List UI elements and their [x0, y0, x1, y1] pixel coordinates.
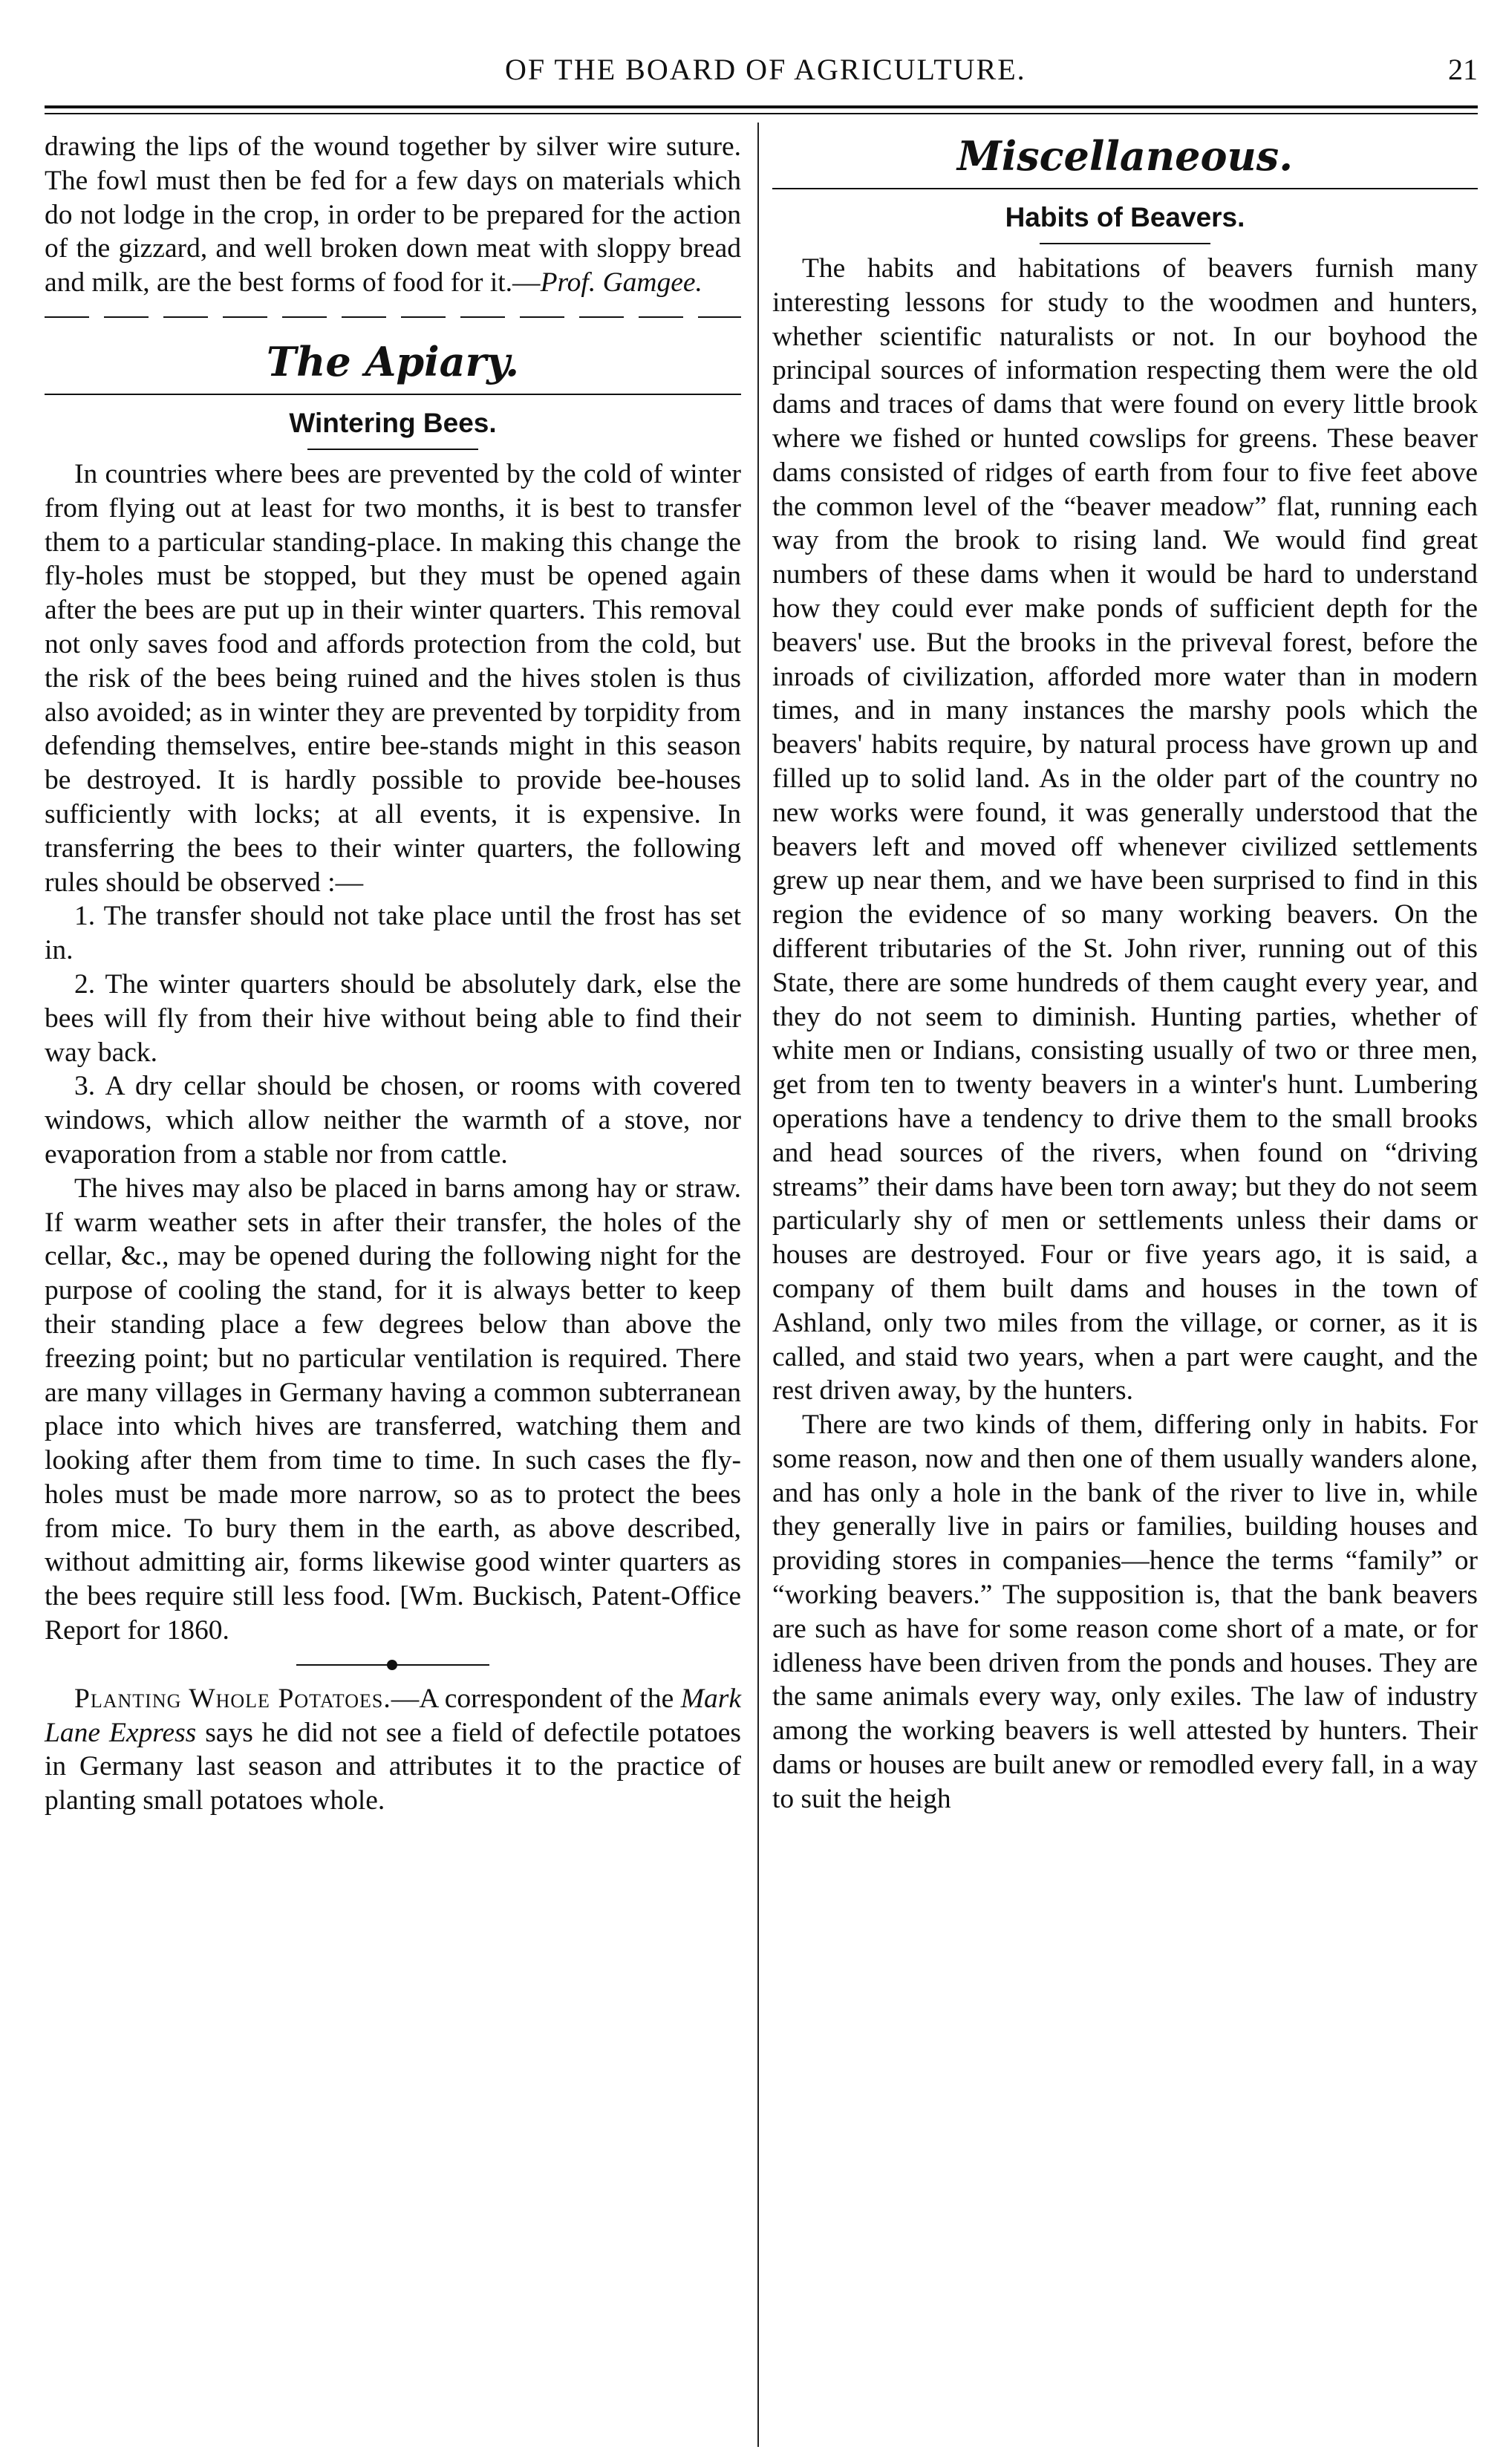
- subhead-rule: [307, 449, 478, 450]
- publication-name: Mark Lane Express: [45, 1683, 742, 1748]
- potatoes-paragraph: Planting Whole Potatoes.—A correspondent of the Mark Lane Express says he did not see a field of defectile potatoes in Germany last season and attributes it to the practice of planting small potatoes whole.: [45, 1683, 742, 1816]
- rule-1: 1. The transfer should not take place until the frost has set in.: [45, 901, 741, 966]
- left-column: [45, 130, 741, 1818]
- running-title: OF THE BOARD OF AGRICULTURE.: [505, 53, 1026, 86]
- page-number: 21: [1448, 53, 1478, 86]
- intro-paragraph: drawing the lips of the wound together by silver wire suture. The fowl must then be fed for a few days on materials which do not lodge in the crop, in order to be prepared for the action of the gizzard, and well broken down meat with sloppy bread and milk, are the best forms of food for it.—Prof. Gamgee.: [45, 131, 741, 299]
- section-divider: [45, 316, 741, 318]
- header-rule-thin: [45, 113, 1478, 114]
- wintering-paragraph: In countries where bees are prevented by the cold of winter from flying out at least for two months, it is best to transfer them to a particular standing-place. In making this change the fly-holes must be stopped, but they must be opened again after the bees are put up in their winter quarters. This removal not only saves food and affords protection from the cold, but the risk of the bees being ruined and the hives stolen is thus also avoided; as in winter they are prevented by torpidity from defending themselves, entire bee-stands might in this season be destroyed. It is hardly possible to provide bee-houses sufficiently with locks; at all events, it is expensive. In transferring the bees to their winter quarters, the following rules should be observed :—: [45, 458, 741, 898]
- right-column: [772, 130, 1478, 1816]
- beavers-paragraph-1: The habits and habitations of beavers furnish many interesting lessons for study to the woodmen and hunters, whether scientific naturalists or not. In our boyhood the principal sources of information respecting them were the old dams and traces of dams that were found on every little brook where we fished or hunted cowslips for greens. These beaver dams consisted of ridges of earth from four to five feet above the common level of the “beaver meadow” flat, running each way from the brook to rising land. We would find great numbers of these dams when it would be hard to understand how they could ever make ponds of sufficient depth for the beavers' use. But the brooks in the priveval forest, before the inroads of civilization, afforded more water than in modern times, and in many instances the marshy pools which the beavers' habits require, by natural process have grown up and filled up to solid land. As in the older part of the country no new works were found, it was generally understood that the beavers left and moved off whenever civilized settlements grew up near them, and we have been surprised to find in this region the evidence of so many working beavers. On the different tributaries of the St. John river, running out of this State, there are some hundreds of them caught every year, and they do not seem to diminish. Hunting parties, whether of white men or Indians, consisting usually of two or three men, get from ten to twenty beavers in a winter's hunt. Lumbering operations have a tendency to drive them to the small brooks and head sources of the rivers, when found on “driving streams” their dams have been torn away; but they do not seem particularly shy of men or settlements unless their dams or houses are destroyed. Four or five years ago, it is said, a company of them built dams and houses in the town of Ashland, only two miles from the village, or corner, as it is called, and staid two years, when a part were caught, and the rest driven away, by the hunters.: [772, 253, 1478, 1407]
- column-divider: [757, 123, 759, 2447]
- rule-2: 2. The winter quarters should be absolutely dark, else the bees will fly from their hive without being able to find their way back.: [45, 968, 741, 1068]
- page-header: [45, 52, 1478, 97]
- hives-paragraph: The hives may also be placed in barns among hay or straw. If warm weather sets in after their transfer, the holes of the cellar, &c., may be opened during the following night for the purpose of cooling the stand, for it is always better to keep their standing place a few degrees below than above the freezing point; but no particular ventilation is required. There are many villages in Germany having a common subterranean place into which hives are transferred, watching them and looking after them from time to time. In such cases the fly-holes must be made more narrow, so as to protect the bees from mice. To bury them in the earth, as above described, without admitting air, forms likewise good winter quarters as the bees require still less food. [Wm. Buckisch, Patent-Office Report for 1860.: [45, 1173, 741, 1646]
- beavers-paragraph-2: There are two kinds of them, differing only in habits. For some reason, now and then one of them usually wanders alone, and has only a hole in the bank of the river to live in, while they generally live in pairs or families, building houses and providing stores in companies—hence the terms “family” or “working beavers.” The supposition is, that the bank beavers are such as have for some reason come short of a mate, or for idleness have been driven from the ponds and houses. They are the same animals every way, only exiles. The law of industry among the working beavers is well attested by hunters. Their dams or houses are built anew or remodled every fall, in a way to suit the heigh: [772, 1409, 1478, 1814]
- beavers-heading: Habits of Beavers.: [1005, 202, 1245, 232]
- ornament-divider: [296, 1664, 489, 1666]
- heading-rule: [45, 394, 741, 395]
- header-rule: [45, 105, 1478, 108]
- miscellaneous-heading: Miscellaneous.: [956, 132, 1294, 180]
- potatoes-lead: Planting Whole Potatoes.: [74, 1683, 391, 1714]
- heading-rule: [772, 188, 1478, 189]
- intro-signature: Prof. Gamgee.: [540, 267, 702, 299]
- wintering-heading: Wintering Bees.: [289, 407, 497, 438]
- rule-3: 3. A dry cellar should be chosen, or rooms with covered windows, which allow neither the warmth of a stove, nor evaporation from a stable nor from cattle.: [45, 1071, 741, 1170]
- apiary-heading: The Apiary.: [266, 337, 520, 385]
- subhead-rule: [1040, 243, 1210, 244]
